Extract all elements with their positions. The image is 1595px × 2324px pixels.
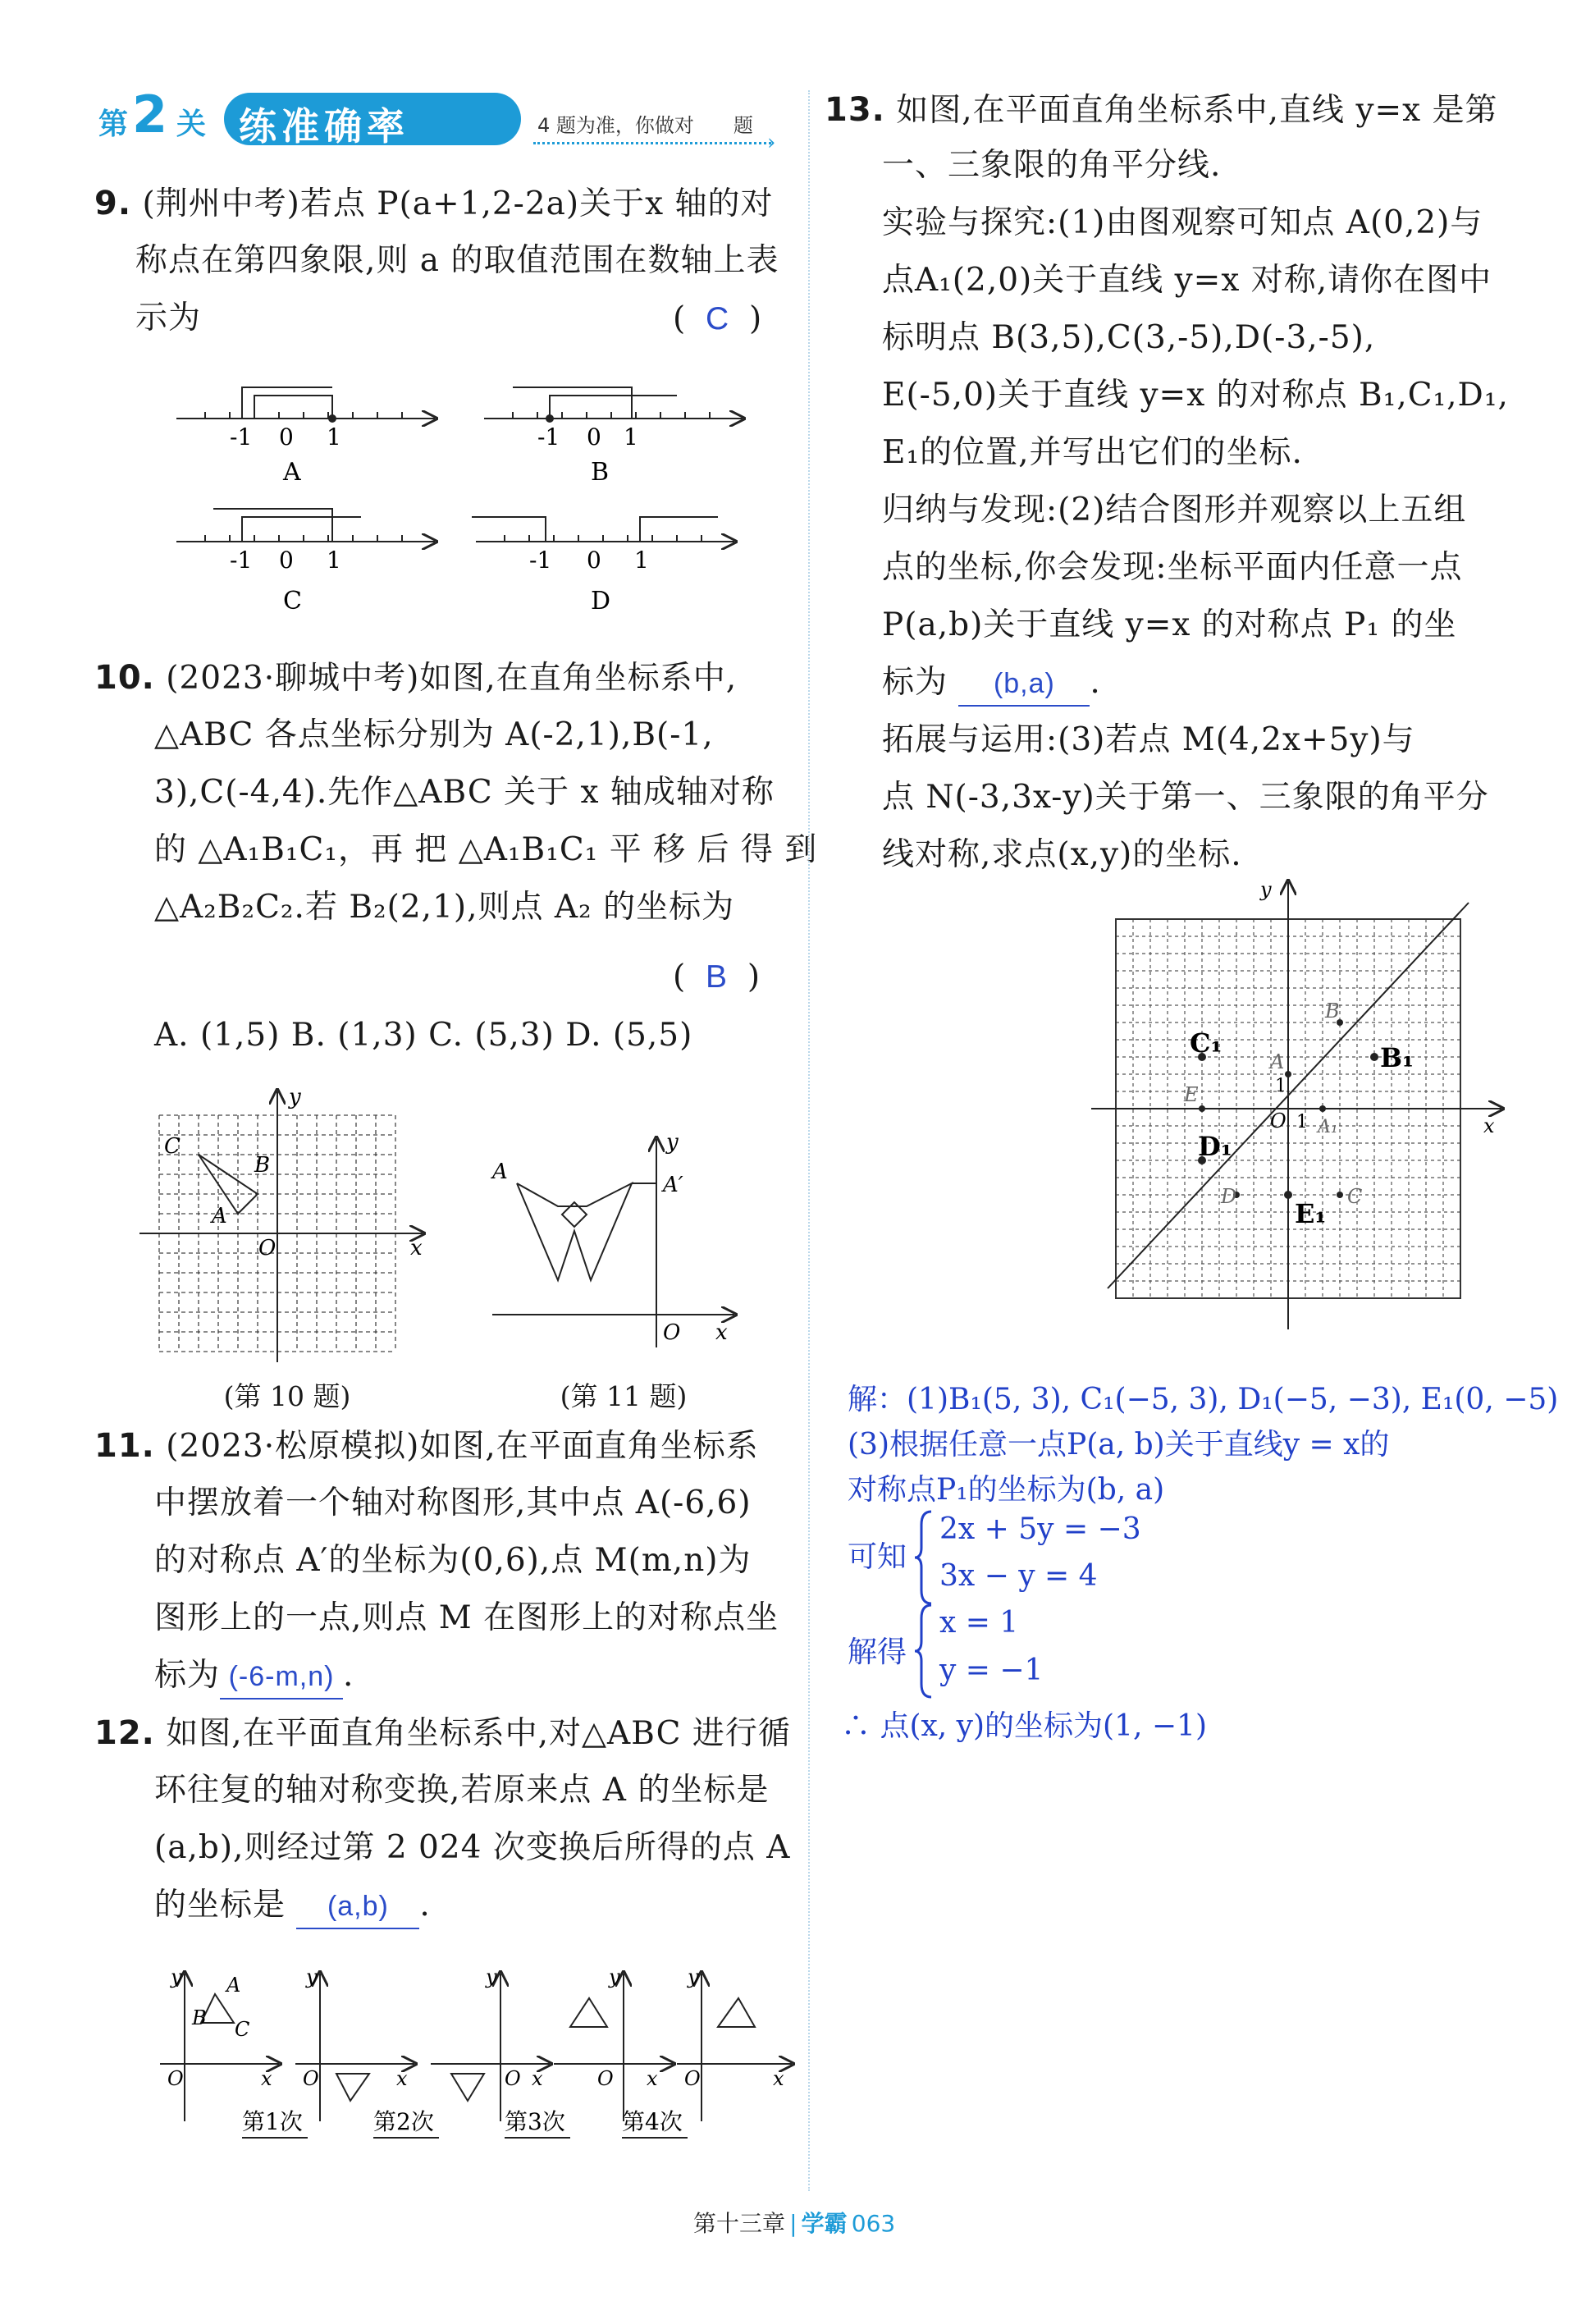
- q10-label-y: y: [289, 1087, 301, 1109]
- q12-label-x1: x: [261, 2067, 272, 2090]
- q12-label-o4: O: [597, 2067, 614, 2090]
- q13-line4: 点A₁(2,0)关于直线 y=x 对称,请你在图中: [882, 262, 1492, 299]
- q12-label-x4: x: [647, 2067, 658, 2090]
- q11-label-aprime: A′: [663, 1173, 683, 1197]
- header-badge-prefix: 第: [98, 108, 129, 141]
- section-header: [94, 85, 784, 155]
- q10-line1: 10. (2023·聊城中考)如图,在直角坐标系中,: [94, 659, 738, 697]
- q12-line4: 的坐标是 (a,b) .: [154, 1884, 431, 1929]
- header-badge-suffix: 关: [176, 108, 207, 141]
- q10-label-a: A: [212, 1204, 227, 1228]
- q9-c-label: C: [283, 587, 302, 615]
- q12-panel-5: [677, 1965, 792, 2121]
- q12-answer: (a,b): [296, 1885, 419, 1929]
- q9-a-tick-1: 1: [327, 423, 341, 451]
- q9-answer: C: [706, 301, 729, 336]
- q13-label-one-x: 1: [1296, 1112, 1308, 1132]
- q9-a-tick-neg1: -1: [230, 423, 253, 451]
- q12-step-3: 第3次: [505, 2108, 565, 2135]
- q9-line1: 9. (荆州中考)若点 P(a+1,2-2a)关于x 轴的对: [94, 185, 774, 222]
- q13-line3: 实验与探究:(1)由图观察可知点 A(0,2)与: [882, 204, 1483, 241]
- q9-option-d: [472, 517, 734, 615]
- q10-answer-paren: ( B ): [673, 958, 761, 995]
- q9-a-label: A: [283, 458, 301, 487]
- q9-line3: 示为: [135, 300, 202, 336]
- q13-line9: 点的坐标,你会发现:坐标平面内任意一点: [882, 549, 1463, 586]
- q11-line3: 的对称点 A′的坐标为(0,6),点 M(m,n)为: [154, 1542, 752, 1579]
- q10-caption: (第 10 题): [223, 1380, 351, 1412]
- q13-label-e1: E₁: [1295, 1198, 1327, 1229]
- column-divider: [808, 90, 810, 2191]
- q13-line14: 线对称,求点(x,y)的坐标.: [882, 836, 1242, 873]
- q9-option-c: [176, 509, 435, 615]
- q9-b-label: B: [591, 458, 610, 487]
- q9-option-b: [484, 387, 743, 487]
- header-note: 4 题为准，你做对 题: [537, 114, 753, 137]
- q11-line1: 11. (2023·松原模拟)如图,在平面直角坐标系: [94, 1427, 759, 1465]
- q12-line1: 12. 如图,在平面直角坐标系中,对△ABC 进行循: [94, 1714, 791, 1752]
- q11-caption: (第 11 题): [560, 1380, 688, 1412]
- q13-line12: 拓展与运用:(3)若点 M(4,2x+5y)与: [882, 721, 1415, 758]
- q13-line2: 一、三象限的角平分线.: [882, 147, 1222, 184]
- q13-line10: P(a,b)关于直线 y=x 的对称点 P₁ 的坐: [882, 606, 1457, 643]
- q13-label-b1: B₁: [1380, 1042, 1414, 1073]
- q13-line1: 13. 如图,在平面直角坐标系中,直线 y=x 是第: [825, 91, 1498, 129]
- q9-d-tick-0: 0: [587, 547, 601, 574]
- q10-line5: △A₂B₂C₂.若 B₂(2,1),则点 A₂ 的坐标为: [154, 889, 735, 926]
- q13-label-y: y: [1260, 878, 1272, 901]
- footer-divider: |: [789, 2210, 798, 2237]
- q11-label-a: A: [492, 1160, 508, 1184]
- q12-label-o3: O: [505, 2067, 521, 2090]
- header-dotted-rule: [533, 142, 771, 144]
- q9-option-a: [176, 387, 435, 487]
- q13-line11: 标为 (b,a) .: [882, 661, 1101, 707]
- q12-label-b: B: [192, 2006, 207, 2029]
- solution-line3: 对称点P₁的坐标为(b, a): [848, 1473, 1165, 1507]
- q10-line3: 3),C(-4,4).先作△ABC 关于 x 轴成轴对称: [154, 774, 775, 811]
- q12-label-o2: O: [303, 2067, 319, 2090]
- solution-jiede: 解得: [848, 1635, 907, 1669]
- q9-b-tick-1: 1: [624, 423, 638, 451]
- q9-line2: 称点在第四象限,则 a 的取值范围在数轴上表: [135, 242, 779, 279]
- q11-line5: 标为 (-6-m,n) .: [154, 1654, 354, 1700]
- q12-step-2: 第2次: [373, 2108, 434, 2135]
- q9-b-tick-0: 0: [587, 423, 601, 451]
- q13-line5: 标明点 B(3,5),C(3,-5),D(-3,-5),: [882, 319, 1376, 356]
- q9-d-label: D: [591, 587, 611, 615]
- q12-label-c: C: [235, 2018, 250, 2041]
- q12-label-o1: O: [167, 2067, 184, 2090]
- q13-label-c: C: [1347, 1185, 1363, 1208]
- q10-label-b: B: [254, 1153, 271, 1178]
- q12-panel-2: [295, 1965, 439, 2138]
- q9-c-tick-0: 0: [279, 547, 294, 574]
- q11-line2: 中摆放着一个轴对称图形,其中点 A(-6,6): [154, 1485, 752, 1521]
- q13-label-o: O: [1270, 1109, 1287, 1132]
- q9-d-tick-neg1: -1: [529, 547, 552, 574]
- q12-line2: 环往复的轴对称变换,若原来点 A 的坐标是: [154, 1772, 770, 1809]
- q12-step-1: 第1次: [242, 2108, 303, 2135]
- q10-figure: [139, 1087, 435, 1370]
- q12-figure: [156, 1965, 796, 2162]
- q13-figure: [1091, 878, 1518, 1338]
- solution-kezhi: 可知: [848, 1540, 907, 1574]
- solution-final: ∴ 点(x, y)的坐标为(1, −1): [841, 1709, 1208, 1743]
- q12-label-x2: x: [396, 2067, 408, 2090]
- q9-d-tick-1: 1: [634, 547, 649, 574]
- q9-answer-paren: ( C ): [673, 300, 762, 337]
- q10-answer: B: [706, 959, 728, 995]
- q13-label-b: B: [1325, 1000, 1340, 1022]
- solution-line2: (3)根据任意一点P(a, b)关于直线y = x的: [848, 1428, 1390, 1462]
- q11-label-x: x: [715, 1320, 728, 1345]
- q10-label-o: O: [258, 1236, 276, 1260]
- q9-c-tick-1: 1: [327, 547, 341, 574]
- q9-c-tick-neg1: -1: [230, 547, 253, 574]
- q12-label-x3: x: [532, 2067, 543, 2090]
- q13-label-c1: C₁: [1190, 1027, 1223, 1059]
- q12-panel-4: [554, 1965, 688, 2138]
- solution-eq3: x = 1: [939, 1606, 1019, 1640]
- header-title: 练准确率: [239, 104, 409, 149]
- q13-label-one-y: 1: [1275, 1076, 1287, 1096]
- footer-brand: 学霸: [801, 2210, 848, 2237]
- q11-line4: 图形上的一点,则点 M 在图形上的对称点坐: [154, 1599, 779, 1636]
- q9-options-figure: [164, 369, 755, 640]
- header-arrow-icon: ›: [767, 130, 776, 155]
- q13-point-a1: [1319, 1105, 1326, 1112]
- q10-label-c: C: [164, 1134, 181, 1159]
- q13-label-d: D: [1221, 1185, 1237, 1208]
- footer-page: 063: [851, 2210, 896, 2237]
- q13-line13: 点 N(-3,3x-y)关于第一、三象限的角平分: [882, 779, 1489, 816]
- q13-number: 13.: [825, 91, 885, 129]
- q13-label-e: E: [1184, 1083, 1199, 1106]
- q12-label-y5: y: [688, 1965, 699, 1988]
- q13-label-x: x: [1483, 1114, 1495, 1137]
- q11-label-y: y: [666, 1130, 679, 1155]
- q12-line3: (a,b),则经过第 2 024 次变换后所得的点 A: [154, 1829, 791, 1866]
- q13-point-b1: [1370, 1053, 1378, 1061]
- q12-label-y4: y: [609, 1965, 620, 1988]
- q13-point-c: [1337, 1192, 1343, 1198]
- q12-label-y1: y: [171, 1965, 182, 1988]
- solution-line1: 解：(1)B₁(5, 3), C₁(−5, 3), D₁(−5, −3), E₁(0, −5): [848, 1383, 1559, 1416]
- q13-label-a1: A₁: [1318, 1117, 1338, 1137]
- q13-line7: E₁的位置,并写出它们的坐标.: [882, 434, 1303, 471]
- q12-label-a: A: [226, 1974, 241, 1997]
- solution-brace-2: [913, 1602, 936, 1700]
- solution-eq4: y = −1: [939, 1654, 1044, 1687]
- q13-answer: (b,a): [958, 662, 1090, 707]
- q12-label-y2: y: [306, 1965, 318, 1988]
- q10-choices: A. (1,5) B. (1,3) C. (5,3) D. (5,5): [154, 1017, 693, 1054]
- header-badge-num: 2: [132, 85, 168, 144]
- q13-line8: 归纳与发现:(2)结合图形并观察以上五组: [882, 492, 1467, 528]
- q11-number: 11.: [94, 1427, 155, 1465]
- page-footer: [693, 2206, 895, 2239]
- q9-number: 9.: [94, 185, 132, 222]
- q9-a-tick-0: 0: [279, 423, 294, 451]
- q12-panel-3: [431, 1965, 570, 2138]
- q12-step-4: 第4次: [622, 2108, 683, 2135]
- q12-label-x5: x: [773, 2067, 784, 2090]
- q13-line6: E(-5,0)关于直线 y=x 的对称点 B₁,C₁,D₁,: [882, 377, 1509, 414]
- q12-number: 12.: [94, 1714, 155, 1752]
- q12-panel-1: [160, 1965, 308, 2138]
- q12-label-y3: y: [486, 1965, 497, 1988]
- solution-eq1: 2x + 5y = −3: [939, 1512, 1141, 1546]
- q13-point-e: [1199, 1105, 1205, 1112]
- q9-b-tick-neg1: -1: [537, 423, 560, 451]
- q13-label-d1: D₁: [1198, 1131, 1232, 1162]
- q10-line2: △ABC 各点坐标分别为 A(-2,1),B(-1,: [154, 716, 714, 753]
- q11-figure: [484, 1124, 747, 1354]
- q13-label-a: A: [1270, 1050, 1285, 1073]
- q13-point-e1: [1284, 1191, 1292, 1199]
- q10-number: 10.: [94, 659, 155, 697]
- q11-answer: (-6-m,n): [220, 1655, 343, 1700]
- solution-eq2: 3x − y = 4: [939, 1559, 1098, 1593]
- q11-label-o: O: [663, 1320, 681, 1345]
- q10-line4: 的 △A₁B₁C₁，再 把 △A₁B₁C₁ 平 移 后 得 到: [154, 831, 818, 868]
- solution-brace-1: [913, 1508, 936, 1607]
- q10-label-x: x: [410, 1236, 423, 1260]
- footer-chapter: 第十三章: [693, 2210, 786, 2237]
- q12-label-o5: O: [684, 2067, 701, 2090]
